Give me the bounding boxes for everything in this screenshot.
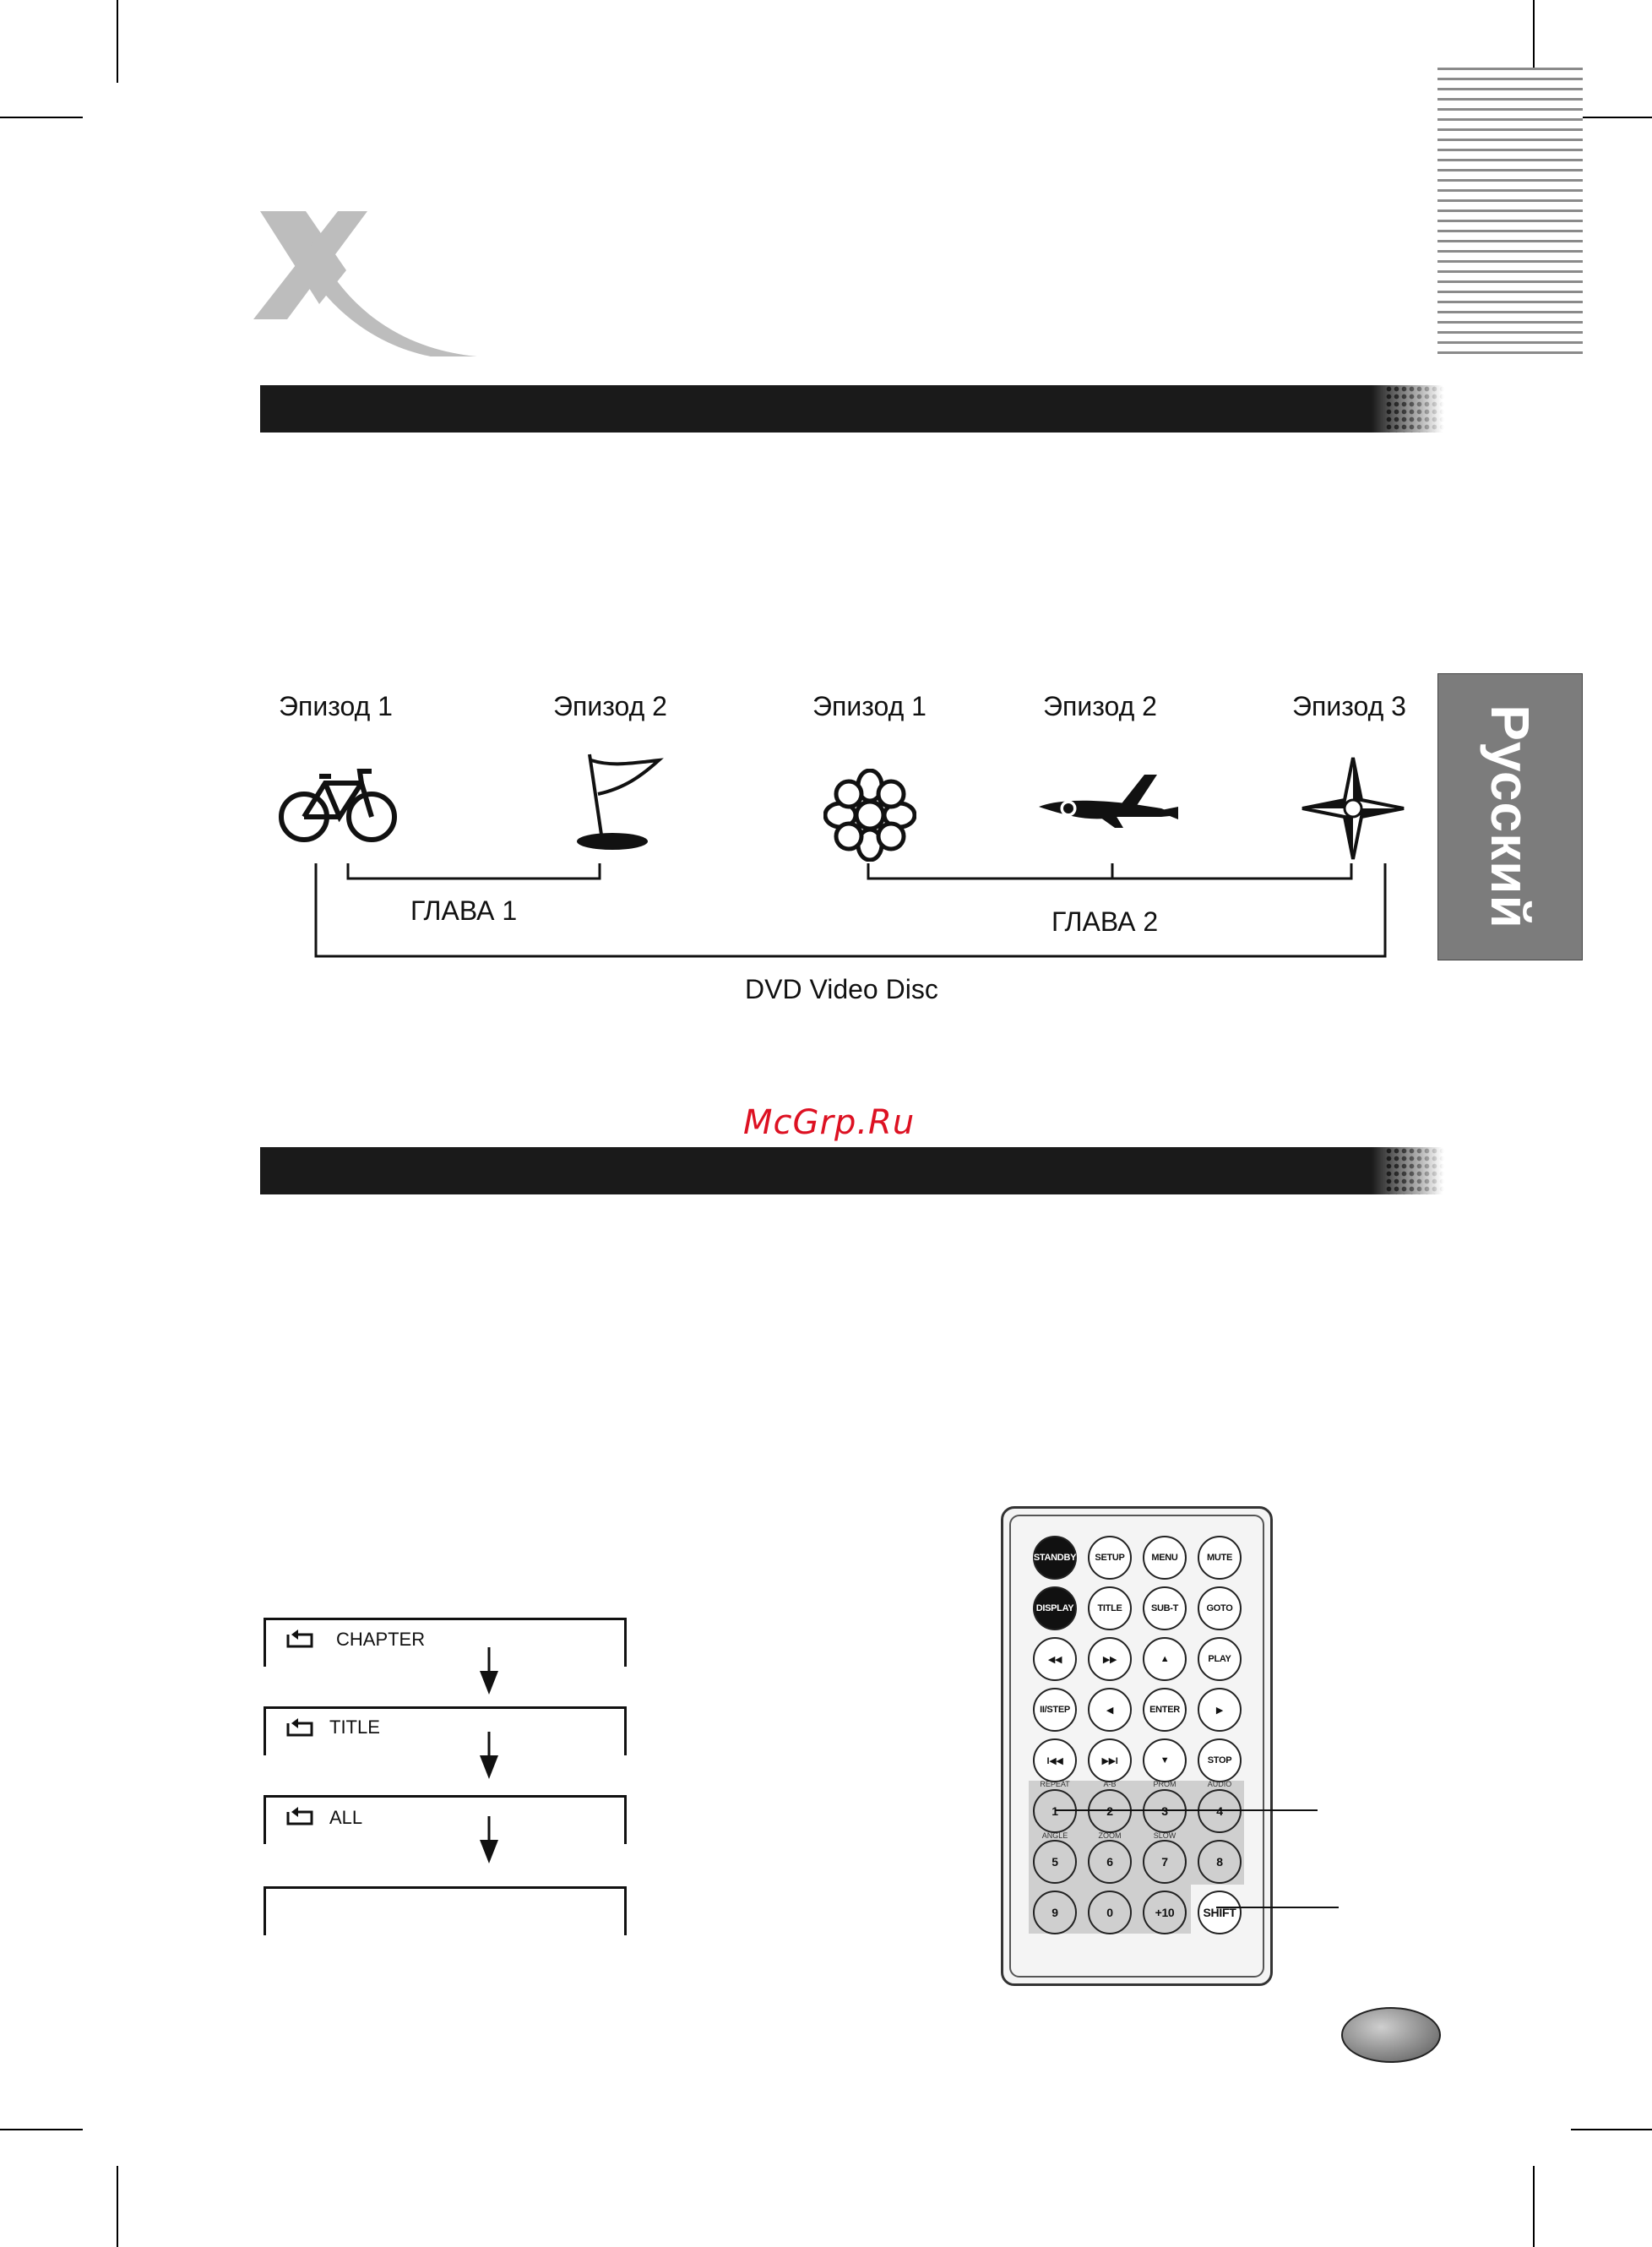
callout-lines (1047, 1799, 1351, 1918)
crop-mark (1571, 2129, 1652, 2130)
crop-mark (1533, 2166, 1535, 2247)
section-banner-dots (1385, 385, 1444, 433)
remote-button-3[interactable]: 3 (1143, 1789, 1187, 1833)
remote-button-mute[interactable]: MUTE (1198, 1536, 1242, 1580)
remote-button--[interactable]: ◀◀ (1033, 1637, 1077, 1681)
repeat-icon (283, 1805, 317, 1827)
remote-button-setup[interactable]: SETUP (1088, 1536, 1132, 1580)
header-stripes (1437, 68, 1583, 359)
shift-function-label: REPEAT (1040, 1780, 1070, 1788)
shift-function-label: AUDIO (1207, 1780, 1232, 1788)
remote-button-i-[interactable]: I◀◀ (1033, 1738, 1077, 1782)
episode-label: Эпизод 2 (1043, 691, 1157, 721)
language-tab-label: Русский (1480, 705, 1541, 929)
chapter1-label: ГЛАВА 1 (410, 895, 518, 926)
episode-label: Эпизод 1 (812, 691, 927, 721)
remote-button-5[interactable]: 5 (1033, 1840, 1077, 1884)
golf-flag-icon (574, 750, 667, 851)
remote-button-9[interactable]: 9 (1033, 1891, 1077, 1934)
disc-label: DVD Video Disc (745, 974, 938, 1004)
section-banner (260, 385, 1443, 433)
repeat-title-label: TITLE (329, 1717, 380, 1738)
repeat-chapter-box (264, 1618, 627, 1669)
remote-button--[interactable]: ▶ (1198, 1688, 1242, 1732)
remote-button-0[interactable]: 0 (1088, 1891, 1132, 1934)
down-arrow-icon (478, 1732, 500, 1779)
repeat-icon (283, 1628, 317, 1650)
remote-button--[interactable]: ▼ (1143, 1738, 1187, 1782)
bicycle-icon (279, 764, 397, 845)
remote-button--i[interactable]: ▶▶I (1088, 1738, 1132, 1782)
remote-button-display[interactable]: DISPLAY (1033, 1586, 1077, 1630)
section-banner-dots (1385, 1147, 1444, 1194)
remote-button-8[interactable]: 8 (1198, 1840, 1242, 1884)
down-arrow-icon (478, 1816, 500, 1863)
remote-button-play[interactable]: PLAY (1198, 1637, 1242, 1681)
remote-button-7[interactable]: 7 (1143, 1840, 1187, 1884)
remote-button-4[interactable]: 4 (1198, 1789, 1242, 1833)
section-banner (260, 1147, 1443, 1194)
remote-button-goto[interactable]: GOTO (1198, 1586, 1242, 1630)
shift-function-label: ZOOM (1098, 1831, 1122, 1840)
shift-function-label: PROM (1153, 1780, 1177, 1788)
remote-button--[interactable]: ◀ (1088, 1688, 1132, 1732)
airplane-icon (1035, 773, 1182, 841)
repeat-off-box (264, 1886, 627, 1936)
remote-button--[interactable]: ▶▶ (1088, 1637, 1132, 1681)
chapter2-label: ГЛАВА 2 (1052, 906, 1159, 937)
watermark: McGrp.Ru (743, 1103, 916, 1142)
repeat-all-box (264, 1795, 627, 1847)
episode-label: Эпизод 3 (1292, 691, 1406, 721)
repeat-chapter-label: CHAPTER (336, 1629, 426, 1650)
crop-mark (0, 2129, 83, 2130)
episode-label: Эпизод 2 (553, 691, 667, 721)
repeat-title-box (264, 1706, 627, 1758)
page-number-badge (1341, 2007, 1441, 2063)
remote-button-sub-t[interactable]: SUB-T (1143, 1586, 1187, 1630)
crop-mark (1571, 117, 1652, 118)
repeat-all-label: ALL (329, 1807, 363, 1828)
remote-button-ii-step[interactable]: II/STEP (1033, 1688, 1077, 1732)
remote-button-shift[interactable]: SHIFT (1198, 1891, 1242, 1934)
remote-button-menu[interactable]: MENU (1143, 1536, 1187, 1580)
compass-star-icon (1301, 756, 1406, 862)
shift-function-label: ANGLE (1041, 1831, 1068, 1840)
remote-button-2[interactable]: 2 (1088, 1789, 1132, 1833)
remote-button-standby[interactable]: STANDBY (1033, 1536, 1077, 1580)
language-tab (1437, 673, 1583, 960)
flower-icon (823, 769, 916, 862)
crop-mark (117, 2166, 118, 2247)
episode-label: Эпизод 1 (279, 691, 393, 721)
remote-button-enter[interactable]: ENTER (1143, 1688, 1187, 1732)
crop-mark (117, 0, 118, 83)
shift-function-label: A-B (1103, 1780, 1117, 1788)
remote-button-6[interactable]: 6 (1088, 1840, 1132, 1884)
remote-button--[interactable]: ▲ (1143, 1637, 1187, 1681)
remote-button-+10[interactable]: +10 (1143, 1891, 1187, 1934)
crop-mark (0, 117, 83, 118)
remote-button-title[interactable]: TITLE (1088, 1586, 1132, 1630)
remote-button-stop[interactable]: STOP (1198, 1738, 1242, 1782)
remote-button-1[interactable]: 1 (1033, 1789, 1077, 1833)
repeat-icon (283, 1717, 317, 1738)
shift-function-label: SLOW (1153, 1831, 1177, 1840)
down-arrow-icon (478, 1647, 500, 1695)
xoro-x-logo (253, 211, 481, 359)
